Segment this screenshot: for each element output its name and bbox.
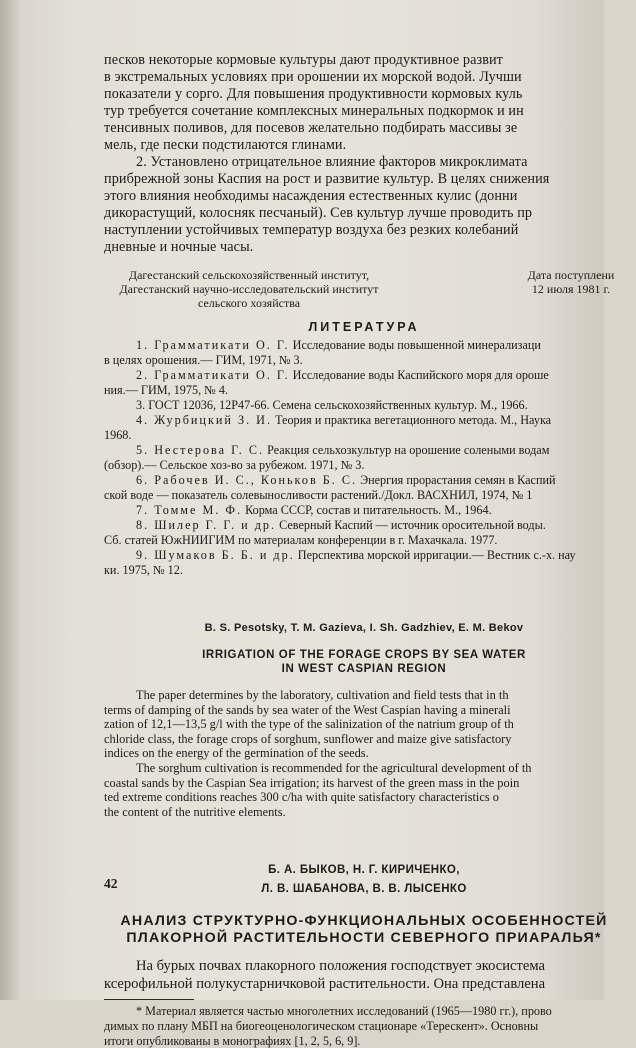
- reference-author: 6. Рабочев И. С., Коньков Б. С.: [136, 473, 358, 487]
- footnote-divider: [104, 999, 194, 1000]
- footnote: * Материал является частью многолетних исследований (1965—1980 гг.), прово димых по плану МБП на биогеоценологическом стационаре «Терескент». Основны итоги опубликованы в монографиях [1, 2, 5, 6, 9].: [104, 1004, 552, 1048]
- english-summary-authors: B. S. Pesotsky, T. M. Gazieva, I. Sh. Gadzhiev, E. M. Bekov: [204, 622, 524, 634]
- english-summary-title: IRRIGATION OF THE FORAGE CROPS BY SEA WATER IN WEST CASPIAN REGION: [202, 649, 526, 675]
- reference-author: 8. Шилер Г. Г. и др.: [136, 518, 277, 532]
- reference-item: [104, 398, 624, 413]
- reference-author: 7. Томме М. Ф.: [136, 503, 243, 517]
- reference-author: 5. Нестерова Г. С.: [136, 443, 265, 457]
- received-date: 12 июля 1981 г.: [531, 282, 611, 296]
- reference-item: [104, 548, 624, 578]
- literature-heading: ЛИТЕРАТУРА: [308, 320, 420, 334]
- reference-item: [104, 443, 624, 473]
- received-label: Дата поступлени: [527, 268, 615, 282]
- intro-paragraph: песков некоторые кормовые культуры дают продуктивное развит в экстремальных условиях при орошении их морской водой. Лучши показатели у сорго. Для повышения продуктивности кормовых куль тур требуется сочетание комплексных минеральных подкормок и ин тенсивных поливов, для посевов желательно подбирать массивы зе мель, где пески подстилаются глинами.: [104, 52, 524, 153]
- reference-item: [104, 473, 624, 503]
- reference-author: 2. Грамматикати О. Г.: [136, 368, 290, 382]
- reference-author: 9. Шумаков Б. Б. и др.: [136, 548, 295, 562]
- reference-text: Корма СССР, состав и питательность. М., 1964.: [242, 503, 492, 517]
- article-authors: Б. А. БЫКОВ, Н. Г. КИРИЧЕНКО, Л. В. ШАБАНОВА, В. В. ЛЫСЕНКО: [261, 864, 467, 896]
- reference-text: Северный Каспий — источник оросительной воды. Сб. статей ЮжНИИГИМ по материалам конференции в г. Махачкала. 1977.: [104, 518, 546, 547]
- page-number: 42: [104, 876, 118, 891]
- conclusion-point-two: 2. Установлено отрицательное влияние факторов микроклимата прибрежной зоны Каспия на рост и развитие культур. В целях снижения этого влияния необходимы насаждения естественных кулис (донни дикорастущий, колосняк песчаный). Сев культур лучше проводить пр наступлении устойчивых температур воздуха без резких колебаний дневные и ночные часы.: [104, 154, 550, 255]
- reference-text: Исследование воды повышенной минерализаци в целях орошения.— ГИМ, 1971, № 3.: [104, 338, 541, 367]
- english-summary-paragraph: The paper determines by the laboratory, cultivation and field tests that in th terms of damping of the sands by sea water of the West Caspian having a minerali zation of 12,1—13,5 g/l with the type of the salinization of the natrium group of th chloride class, the forage crops of sorghum, sunflower and maize give satisfactory indices on the energy of the germination of the seeds.: [104, 688, 514, 761]
- reference-item: [104, 368, 624, 398]
- english-summary-paragraph: The sorghum cultivation is recommended for the agricultural development of th coastal sands by the Caspian Sea irrigation; its harvest of the green mass in the poin ted extreme conditions reaches 300 c/ha with quite satisfactory characteristics o the content of the nutritive elements.: [104, 760, 532, 819]
- reference-text: Энергия прорастания семян в Каспий ской воде — показатель солевыносливости растений./Докл. ВАСХНИЛ, 1974, № 1: [104, 473, 556, 502]
- reference-text: Исследование воды Каспийского моря для ороше ния.— ГИМ, 1975, № 4.: [104, 368, 549, 397]
- reference-item: [104, 338, 624, 368]
- page-content: [104, 52, 624, 1048]
- article-opening-paragraph: На бурых почвах плакорного положения господствует экосистема ксерофильной полукустарничковой растительности. Она представлена: [104, 958, 546, 993]
- reference-text: Реакция сельхозкультур на орошение солеными водам (обзор).— Сельское хоз-во за рубежом. 1971, № 3.: [104, 443, 550, 472]
- binding-shadow: [0, 0, 22, 1000]
- reference-text: Теория и практика вегетационного метода. М., Наука 1968.: [104, 413, 552, 442]
- reference-item: [104, 518, 624, 548]
- received-date-block: [506, 268, 636, 296]
- reference-list: [104, 338, 624, 578]
- institution-affiliation: Дагестанский сельскохозяйственный институт, Дагестанский научно-исследовательский институт сельского хозяйства: [119, 268, 379, 310]
- reference-author: 1. Грамматикати О. Г.: [136, 338, 290, 352]
- reference-text: Перспектива морской ирригации.— Вестник с.-х. нау ки. 1975, № 12.: [104, 548, 576, 577]
- reference-item: [104, 413, 624, 443]
- reference-author: 4. Журбицкий З. И.: [136, 413, 273, 427]
- reference-text: 3. ГОСТ 12036, 12Р47-66. Семена сельскохозяйственных культур. М., 1966.: [136, 398, 528, 412]
- reference-item: [104, 503, 624, 518]
- article-title: АНАЛИЗ СТРУКТУРНО-ФУНКЦИОНАЛЬНЫХ ОСОБЕННОСТЕЙ ПЛАКОРНОЙ РАСТИТЕЛЬНОСТИ СЕВЕРНОГО ПРИАРАЛЬЯ*: [120, 913, 608, 947]
- affiliation-block: [104, 268, 624, 312]
